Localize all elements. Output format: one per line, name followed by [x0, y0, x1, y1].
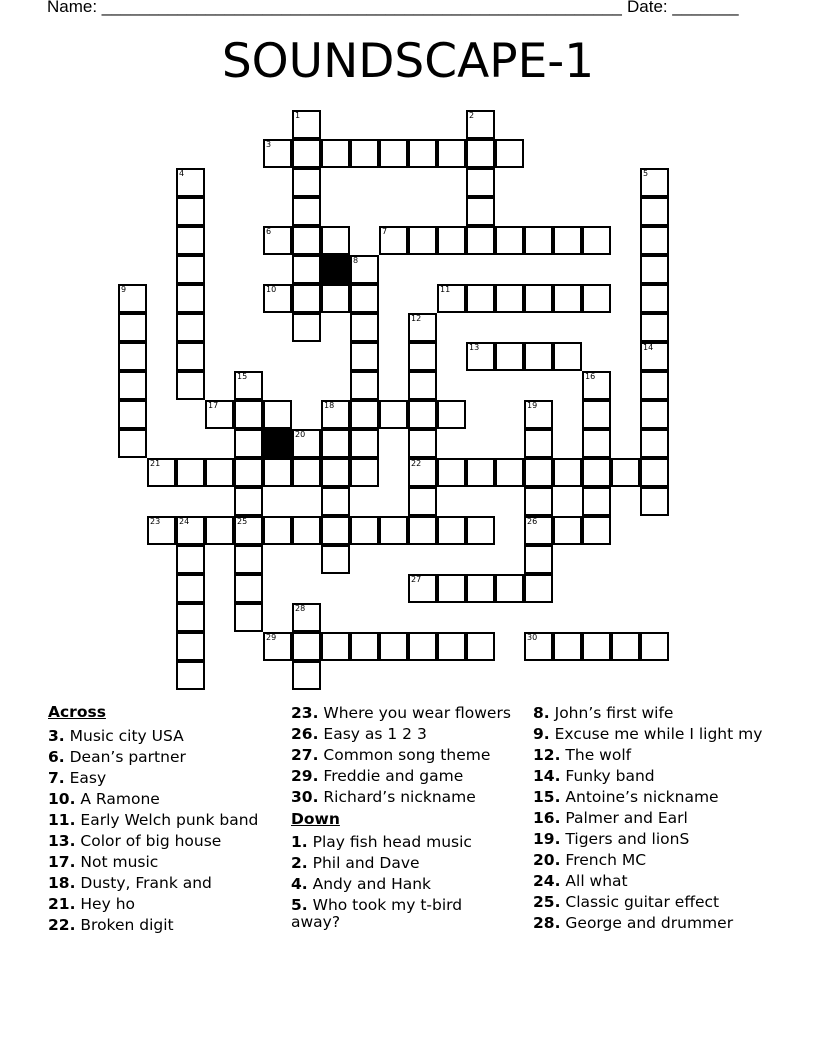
clue-number: 14. — [533, 767, 561, 785]
clue-number: 23. — [291, 704, 319, 722]
grid-cell[interactable] — [176, 545, 205, 574]
grid-cell[interactable] — [147, 516, 176, 545]
grid-cell[interactable] — [176, 661, 205, 690]
clue-number: 17. — [48, 852, 76, 871]
grid-cell[interactable] — [640, 226, 669, 255]
grid-cell[interactable] — [379, 632, 408, 661]
grid-cell[interactable] — [321, 545, 350, 574]
grid-cell[interactable] — [350, 284, 379, 313]
clue-text: Music city USA — [69, 726, 184, 745]
grid-cell[interactable] — [379, 400, 408, 429]
grid-cell[interactable] — [205, 516, 234, 545]
grid-cell[interactable] — [292, 168, 321, 197]
grid-cell[interactable] — [582, 516, 611, 545]
cell-number: 8 — [353, 256, 359, 265]
clue-item — [533, 831, 768, 848]
cell-number: 16 — [585, 372, 596, 381]
grid-cell[interactable] — [582, 487, 611, 516]
grid-cell[interactable] — [292, 197, 321, 226]
clue-item — [48, 749, 278, 766]
clue-item — [291, 876, 516, 893]
grid-cell[interactable] — [176, 603, 205, 632]
clue-item — [533, 726, 768, 743]
grid-cell[interactable] — [176, 371, 205, 400]
grid-cell[interactable] — [350, 313, 379, 342]
grid-cell[interactable] — [640, 632, 669, 661]
grid-cell[interactable] — [350, 255, 379, 284]
cell-number: 11 — [440, 285, 451, 294]
clue-number: 19. — [533, 830, 561, 848]
clue-text: George and drummer — [565, 914, 734, 932]
clue-column-1 — [48, 701, 278, 935]
grid-cell[interactable] — [495, 458, 524, 487]
grid-cell[interactable] — [234, 516, 263, 545]
grid-cell[interactable] — [234, 487, 263, 516]
cell-number: 22 — [411, 459, 422, 468]
grid-cell[interactable] — [553, 632, 582, 661]
clue-text: Hey ho — [80, 894, 136, 913]
grid-cell[interactable] — [582, 226, 611, 255]
grid-cell[interactable] — [350, 400, 379, 429]
cell-number: 14 — [643, 343, 654, 352]
clue-text: Tigers and lionS — [565, 830, 690, 848]
clue-item — [48, 770, 278, 787]
clue-number: 2. — [291, 854, 308, 872]
down-heading: Down — [291, 809, 340, 828]
grid-cell[interactable] — [234, 545, 263, 574]
grid-cell[interactable] — [553, 458, 582, 487]
clue-text: Freddie and game — [323, 767, 464, 785]
grid-cell[interactable] — [263, 400, 292, 429]
clue-item — [533, 747, 768, 764]
cell-number: 6 — [266, 227, 272, 236]
clue-item — [291, 789, 516, 806]
clue-text: Who took my t-bird away? — [291, 896, 463, 931]
clue-number: 12. — [533, 746, 561, 764]
grid-cell[interactable] — [292, 139, 321, 168]
name-field-label: Name: _______________________________________________________ — [47, 0, 622, 16]
down-clue-list — [291, 834, 516, 931]
clue-item — [48, 896, 278, 913]
clue-text: Where you wear flowers — [323, 704, 511, 722]
cell-number: 7 — [382, 227, 388, 236]
clue-number: 15. — [533, 788, 561, 806]
cell-number: 2 — [469, 111, 475, 120]
clue-text: A Ramone — [80, 789, 160, 808]
grid-cell[interactable] — [263, 516, 292, 545]
grid-cell[interactable] — [640, 313, 669, 342]
clue-item — [291, 897, 516, 931]
grid-cell[interactable] — [234, 574, 263, 603]
grid-cell[interactable] — [176, 458, 205, 487]
grid-cell[interactable] — [640, 400, 669, 429]
grid-cell[interactable] — [640, 255, 669, 284]
grid-cell[interactable] — [640, 371, 669, 400]
grid-cell[interactable] — [292, 661, 321, 690]
grid-cell[interactable] — [640, 197, 669, 226]
cell-number: 9 — [121, 285, 127, 294]
clue-number: 21. — [48, 894, 76, 913]
grid-cell[interactable] — [437, 458, 466, 487]
grid-cell[interactable] — [553, 284, 582, 313]
grid-cell[interactable] — [350, 429, 379, 458]
grid-cell[interactable] — [408, 458, 437, 487]
clue-number: 26. — [291, 725, 319, 743]
grid-cell[interactable] — [582, 371, 611, 400]
grid-cell[interactable] — [524, 342, 553, 371]
grid-cell[interactable] — [495, 574, 524, 603]
clue-item — [48, 728, 278, 745]
grid-cell[interactable] — [292, 632, 321, 661]
clue-item — [48, 854, 278, 871]
grid-cell[interactable] — [437, 139, 466, 168]
cell-number: 17 — [208, 401, 219, 410]
grid-cell[interactable] — [118, 342, 147, 371]
clue-number: 9. — [533, 725, 550, 743]
grid-cell[interactable] — [582, 429, 611, 458]
grid-cell[interactable] — [408, 226, 437, 255]
grid-cell[interactable] — [176, 168, 205, 197]
grid-cell[interactable] — [292, 458, 321, 487]
clue-item — [533, 789, 768, 806]
across-heading: Across — [48, 703, 106, 721]
grid-cell[interactable] — [234, 603, 263, 632]
clue-number: 11. — [48, 810, 76, 829]
grid-cell[interactable] — [321, 487, 350, 516]
clue-item — [533, 894, 768, 911]
grid-cell[interactable] — [524, 429, 553, 458]
clue-number: 22. — [48, 915, 76, 934]
grid-cell[interactable] — [524, 226, 553, 255]
grid-cell[interactable] — [350, 458, 379, 487]
grid-cell[interactable] — [640, 429, 669, 458]
grid-cell[interactable] — [350, 139, 379, 168]
grid-cell[interactable] — [292, 429, 321, 458]
grid-cell[interactable] — [408, 139, 437, 168]
grid-cell[interactable] — [292, 255, 321, 284]
clue-number: 28. — [533, 914, 561, 932]
grid-cell[interactable] — [263, 632, 292, 661]
black-square — [321, 255, 350, 284]
grid-cell[interactable] — [176, 226, 205, 255]
grid-cell[interactable] — [466, 168, 495, 197]
down-clue-list-continued — [533, 705, 768, 932]
grid-cell[interactable] — [437, 400, 466, 429]
cell-number: 20 — [295, 430, 306, 439]
grid-cell[interactable] — [582, 400, 611, 429]
grid-cell[interactable] — [495, 226, 524, 255]
cell-number: 28 — [295, 604, 306, 613]
clue-item — [533, 810, 768, 827]
clue-number: 1. — [291, 833, 308, 851]
cell-number: 25 — [237, 517, 248, 526]
grid-cell[interactable] — [321, 632, 350, 661]
grid-cell[interactable] — [437, 284, 466, 313]
cell-number: 10 — [266, 285, 277, 294]
grid-cell[interactable] — [292, 284, 321, 313]
grid-cell[interactable] — [524, 400, 553, 429]
grid-cell[interactable] — [524, 284, 553, 313]
clue-item — [48, 917, 278, 934]
grid-cell[interactable] — [350, 371, 379, 400]
grid-cell[interactable] — [118, 429, 147, 458]
grid-cell[interactable] — [205, 400, 234, 429]
clue-text: Antoine’s nickname — [565, 788, 719, 806]
clue-text: All what — [565, 872, 628, 890]
cell-number: 21 — [150, 459, 161, 468]
grid-cell[interactable] — [176, 284, 205, 313]
grid-cell[interactable] — [524, 632, 553, 661]
grid-cell[interactable] — [147, 458, 176, 487]
grid-cell[interactable] — [524, 574, 553, 603]
grid-cell[interactable] — [408, 429, 437, 458]
clue-number: 10. — [48, 789, 76, 808]
grid-cell[interactable] — [437, 632, 466, 661]
grid-cell[interactable] — [321, 429, 350, 458]
grid-cell[interactable] — [263, 139, 292, 168]
grid-cell[interactable] — [553, 342, 582, 371]
clue-item — [48, 791, 278, 808]
grid-cell[interactable] — [495, 342, 524, 371]
grid-cell[interactable] — [321, 284, 350, 313]
grid-cell[interactable] — [118, 400, 147, 429]
clue-number: 24. — [533, 872, 561, 890]
clue-text: French MC — [565, 851, 647, 869]
grid-cell[interactable] — [466, 458, 495, 487]
cell-number: 13 — [469, 343, 480, 352]
grid-cell[interactable] — [379, 139, 408, 168]
clue-text: Broken digit — [80, 915, 174, 934]
clue-number: 4. — [291, 875, 308, 893]
clue-text: Phil and Dave — [312, 854, 420, 872]
grid-cell[interactable] — [640, 168, 669, 197]
grid-cell[interactable] — [466, 197, 495, 226]
cell-number: 15 — [237, 372, 248, 381]
grid-cell[interactable] — [524, 487, 553, 516]
grid-cell[interactable] — [553, 226, 582, 255]
clue-text: Richard’s nickname — [323, 788, 476, 806]
grid-cell[interactable] — [292, 603, 321, 632]
clue-text: Andy and Hank — [312, 875, 432, 893]
clue-number: 30. — [291, 788, 319, 806]
grid-cell[interactable] — [118, 313, 147, 342]
grid-cell[interactable] — [582, 284, 611, 313]
clue-item — [291, 705, 516, 722]
clue-item — [291, 726, 516, 743]
clue-number: 29. — [291, 767, 319, 785]
clue-column-2 — [291, 701, 516, 933]
grid-cell[interactable] — [118, 371, 147, 400]
grid-cell[interactable] — [379, 226, 408, 255]
cell-number: 12 — [411, 314, 422, 323]
clue-number: 6. — [48, 747, 65, 766]
cell-number: 24 — [179, 517, 190, 526]
grid-cell[interactable] — [176, 255, 205, 284]
cell-number: 29 — [266, 633, 277, 642]
clue-number: 5. — [291, 896, 308, 914]
cell-number: 26 — [527, 517, 538, 526]
grid-cell[interactable] — [466, 110, 495, 139]
clue-item — [533, 705, 768, 722]
clue-column-3 — [533, 701, 768, 934]
clue-item — [48, 875, 278, 892]
grid-cell[interactable] — [176, 197, 205, 226]
grid-cell[interactable] — [495, 284, 524, 313]
grid-cell[interactable] — [176, 313, 205, 342]
clue-text: Classic guitar effect — [565, 893, 720, 911]
clue-text: Early Welch punk band — [80, 810, 259, 829]
grid-cell[interactable] — [176, 632, 205, 661]
clue-number: 8. — [533, 704, 550, 722]
grid-cell[interactable] — [350, 516, 379, 545]
across-clue-list-continued — [291, 705, 516, 806]
grid-cell[interactable] — [292, 226, 321, 255]
clue-text: Excuse me while I light my — [554, 725, 763, 743]
clue-item — [291, 768, 516, 785]
date-field-label: Date: _______ — [627, 0, 739, 16]
grid-cell[interactable] — [640, 284, 669, 313]
grid-cell[interactable] — [466, 632, 495, 661]
clue-item — [291, 834, 516, 851]
grid-cell[interactable] — [640, 342, 669, 371]
grid-cell[interactable] — [466, 226, 495, 255]
grid-cell[interactable] — [350, 342, 379, 371]
clue-item — [533, 873, 768, 890]
grid-cell[interactable] — [408, 632, 437, 661]
cell-number: 5 — [643, 169, 649, 178]
clue-number: 16. — [533, 809, 561, 827]
grid-cell[interactable] — [408, 371, 437, 400]
clue-item — [533, 768, 768, 785]
grid-cell[interactable] — [495, 139, 524, 168]
grid-cell[interactable] — [176, 574, 205, 603]
grid-cell[interactable] — [582, 458, 611, 487]
grid-cell[interactable] — [350, 632, 379, 661]
grid-cell[interactable] — [437, 516, 466, 545]
grid-cell[interactable] — [234, 429, 263, 458]
clue-text: John’s first wife — [554, 704, 674, 722]
grid-cell[interactable] — [321, 458, 350, 487]
grid-cell[interactable] — [640, 458, 669, 487]
clue-text: Common song theme — [323, 746, 491, 764]
grid-cell[interactable] — [292, 313, 321, 342]
clue-text: Not music — [80, 852, 159, 871]
grid-cell[interactable] — [466, 342, 495, 371]
grid-cell[interactable] — [176, 516, 205, 545]
grid-cell[interactable] — [524, 516, 553, 545]
grid-cell[interactable] — [437, 574, 466, 603]
clue-number: 13. — [48, 831, 76, 850]
grid-cell[interactable] — [553, 516, 582, 545]
clue-text: Color of big house — [80, 831, 222, 850]
grid-cell[interactable] — [263, 284, 292, 313]
clue-text: Funky band — [565, 767, 655, 785]
grid-cell[interactable] — [466, 574, 495, 603]
cell-number: 30 — [527, 633, 538, 642]
grid-cell[interactable] — [466, 139, 495, 168]
grid-cell[interactable] — [611, 458, 640, 487]
cell-number: 19 — [527, 401, 538, 410]
clue-text: Dean’s partner — [69, 747, 186, 766]
black-square — [263, 429, 292, 458]
clue-item — [533, 915, 768, 932]
cell-number: 27 — [411, 575, 422, 584]
clue-number: 7. — [48, 768, 65, 787]
clue-text: The wolf — [565, 746, 632, 764]
clue-number: 25. — [533, 893, 561, 911]
clue-number: 18. — [48, 873, 76, 892]
grid-cell[interactable] — [379, 516, 408, 545]
grid-cell[interactable] — [321, 516, 350, 545]
clue-text: Palmer and Earl — [565, 809, 688, 827]
grid-cell[interactable] — [234, 458, 263, 487]
grid-cell[interactable] — [408, 574, 437, 603]
grid-cell[interactable] — [408, 313, 437, 342]
clue-item — [533, 852, 768, 869]
cell-number: 18 — [324, 401, 335, 410]
clue-text: Play fish head music — [312, 833, 472, 851]
clue-item — [48, 833, 278, 850]
cell-number: 23 — [150, 517, 161, 526]
across-clue-list — [48, 728, 278, 934]
clue-number: 3. — [48, 726, 65, 745]
grid-cell[interactable] — [408, 342, 437, 371]
cell-number: 3 — [266, 140, 272, 149]
clue-item — [48, 812, 278, 829]
clue-text: Easy as 1 2 3 — [323, 725, 427, 743]
grid-cell[interactable] — [321, 400, 350, 429]
grid-cell[interactable] — [437, 226, 466, 255]
grid-cell[interactable] — [582, 632, 611, 661]
grid-cell[interactable] — [292, 516, 321, 545]
grid-cell[interactable] — [205, 458, 234, 487]
grid-cell[interactable] — [292, 110, 321, 139]
cell-number: 1 — [295, 111, 301, 120]
clue-item — [291, 855, 516, 872]
clue-number: 20. — [533, 851, 561, 869]
grid-cell[interactable] — [118, 284, 147, 313]
clue-text: Dusty, Frank and — [80, 873, 212, 892]
clue-item — [291, 747, 516, 764]
grid-cell[interactable] — [524, 545, 553, 574]
grid-cell[interactable] — [263, 226, 292, 255]
grid-cell[interactable] — [176, 342, 205, 371]
grid-cell[interactable] — [466, 284, 495, 313]
grid-cell[interactable] — [321, 226, 350, 255]
grid-cell[interactable] — [408, 400, 437, 429]
puzzle-title: SOUNDSCAPE-1 — [221, 34, 595, 89]
grid-cell[interactable] — [408, 516, 437, 545]
grid-cell[interactable] — [408, 487, 437, 516]
grid-cell[interactable] — [263, 458, 292, 487]
cell-number: 4 — [179, 169, 185, 178]
grid-cell[interactable] — [321, 139, 350, 168]
grid-cell[interactable] — [524, 458, 553, 487]
grid-cell[interactable] — [640, 487, 669, 516]
clue-number: 27. — [291, 746, 319, 764]
clue-text: Easy — [69, 768, 107, 787]
grid-cell[interactable] — [611, 632, 640, 661]
grid-cell[interactable] — [234, 400, 263, 429]
grid-cell[interactable] — [234, 371, 263, 400]
grid-cell[interactable] — [466, 516, 495, 545]
